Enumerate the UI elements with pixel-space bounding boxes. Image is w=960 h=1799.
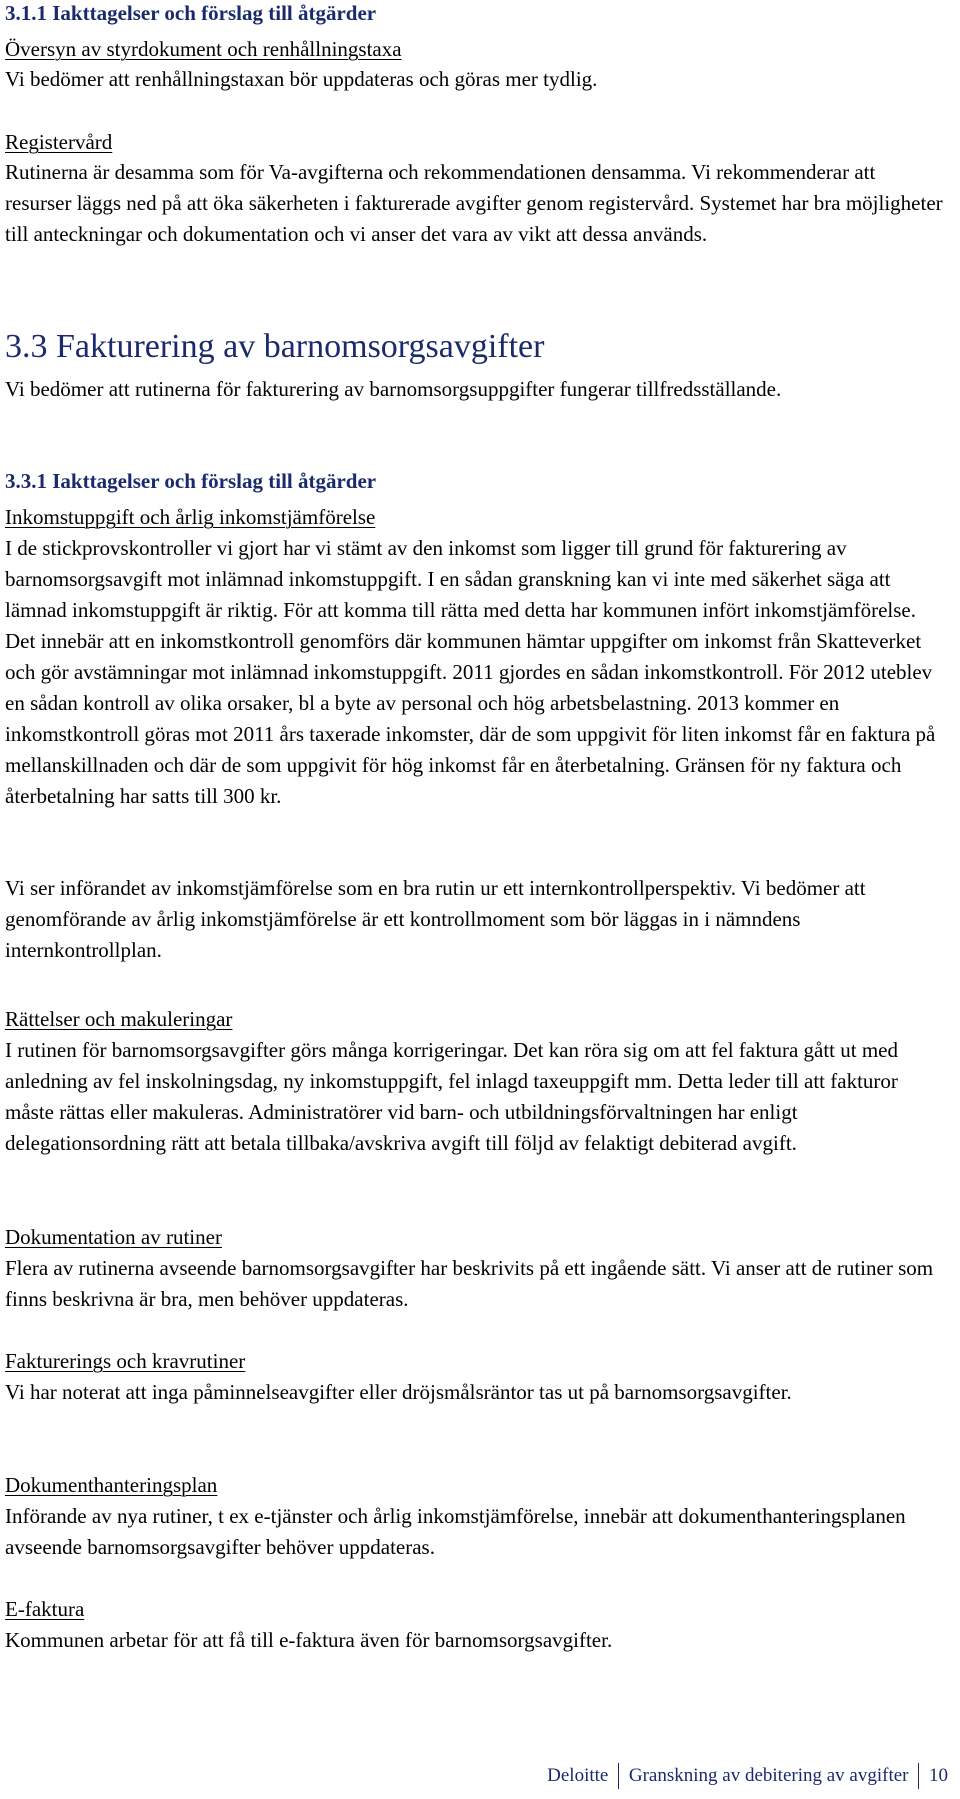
subheading-dokumentation: Dokumentation av rutiner — [5, 1225, 222, 1249]
paragraph-inkomstuppgift: I de stickprovskontroller vi gjort har vi stämt av den inkomst som ligger till grund för fakturering av barnomsorgsavgift mot inlämnad inkomstuppgift. I en sådan granskning kan vi inte med säkerhet säga att lämnad inkomstuppgift är riktig. För att komma till rätta med detta har kommunen infört inkomstjämförelse. Det innebär att en inkomstkontroll genomförs där kommunen hämtar uppgifter om inkomst från Skatteverket och gör avstämningar mot inlämnad inkomstuppgift. 2011 gjordes en sådan inkomstkontroll. För 2012 uteblev en sådan kontroll av olika orsaker, bl a byte av personal och hög arbetsbelastning. 2013 kommer en inkomstkontroll göras mot 2011 års taxerade inkomster, där de som uppgivit för liten inkomst får en faktura på mellanskillnaden och där de som uppgivit för hög inkomst får en återbetalning. Gränsen för ny faktura och återbetalning har satts till 300 kr. — [5, 536, 936, 808]
paragraph-fakturerings: Vi har noterat att inga påminnelseavgifter eller dröjsmålsräntor tas ut på barnomsorgsavgifter. — [5, 1380, 792, 1404]
paragraph-registervard: Rutinerna är desamma som för Va-avgifterna och rekommendationen densamma. Vi rekommenderar att resurser läggs ned på att öka säkerheten i fakturerade avgifter genom registervård. Systemet har bra möjligheter till anteckningar och dokumentation och vi anser det vara av vikt att dessa används. — [5, 160, 943, 246]
paragraph-e-faktura: Kommunen arbetar för att få till e-faktura även för barnomsorgsavgifter. — [5, 1628, 613, 1652]
subheading-styrdokument: Översyn av styrdokument och renhållningstaxa — [5, 37, 402, 61]
paragraph-internkontroll: Vi ser införandet av inkomstjämförelse som en bra rutin ur ett internkontrollperspektiv. Vi bedömer att genomförande av årlig inkomstjämförelse är ett kontrollmoment som bör läggas in i nämndens internkontrollplan. — [5, 876, 866, 962]
subheading-fakturerings: Fakturerings och kravrutiner — [5, 1349, 246, 1373]
section-heading-3-3: 3.3 Fakturering av barnomsorgsavgifter — [5, 328, 545, 365]
section-heading-3-1-1: 3.1.1 Iakttagelser och förslag till åtgärder — [5, 1, 377, 25]
page-footer — [547, 1763, 948, 1789]
subheading-registervard: Registervård — [5, 130, 113, 154]
subheading-dokumenthanteringsplan: Dokumenthanteringsplan — [5, 1473, 218, 1497]
footer-page-number: 10 — [929, 1765, 948, 1786]
subheading-inkomstuppgift: Inkomstuppgift och årlig inkomstjämförelse — [5, 505, 376, 529]
footer-divider — [618, 1763, 619, 1789]
subheading-e-faktura: E-faktura — [5, 1597, 85, 1621]
paragraph-renhallningstaxa: Vi bedömer att renhållningstaxan bör uppdateras och göras mer tydlig. — [5, 67, 598, 91]
paragraph-rattelser: I rutinen för barnomsorgsavgifter görs många korrigeringar. Det kan röra sig om att fel faktura gått ut med anledning av fel inskolningsdag, ny inkomstuppgift, fel inlagd taxeuppgift mm. Detta leder till att fakturor måste rättas eller makuleras. Administratörer vid barn- och utbildningsförvaltningen har enligt delegationsordning rätt att betala tillbaka/avskriva avgift till följd av felaktigt debiterad avgift. — [5, 1038, 899, 1155]
subheading-rattelser: Rättelser och makuleringar — [5, 1007, 233, 1031]
section-heading-3-3-1: 3.3.1 Iakttagelser och förslag till åtgärder — [5, 469, 377, 493]
footer-company: Deloitte — [547, 1765, 609, 1786]
footer-document-title: Granskning av debitering av avgifter — [628, 1765, 909, 1786]
paragraph-fakturering-bedomning: Vi bedömer att rutinerna för fakturering av barnomsorgsuppgifter fungerar tillfredsställande. — [5, 377, 782, 401]
paragraph-dokumentation: Flera av rutinerna avseende barnomsorgsavgifter har beskrivits på ett ingående sätt. Vi anser att de rutiner som finns beskrivna är bra, men behöver uppdateras. — [5, 1256, 934, 1311]
paragraph-dokumenthanteringsplan: Införande av nya rutiner, t ex e-tjänster och årlig inkomstjämförelse, innebär att dokumenthanteringsplanen avseende barnomsorgsavgifter behöver uppdateras. — [5, 1504, 906, 1559]
footer-divider — [918, 1763, 919, 1789]
